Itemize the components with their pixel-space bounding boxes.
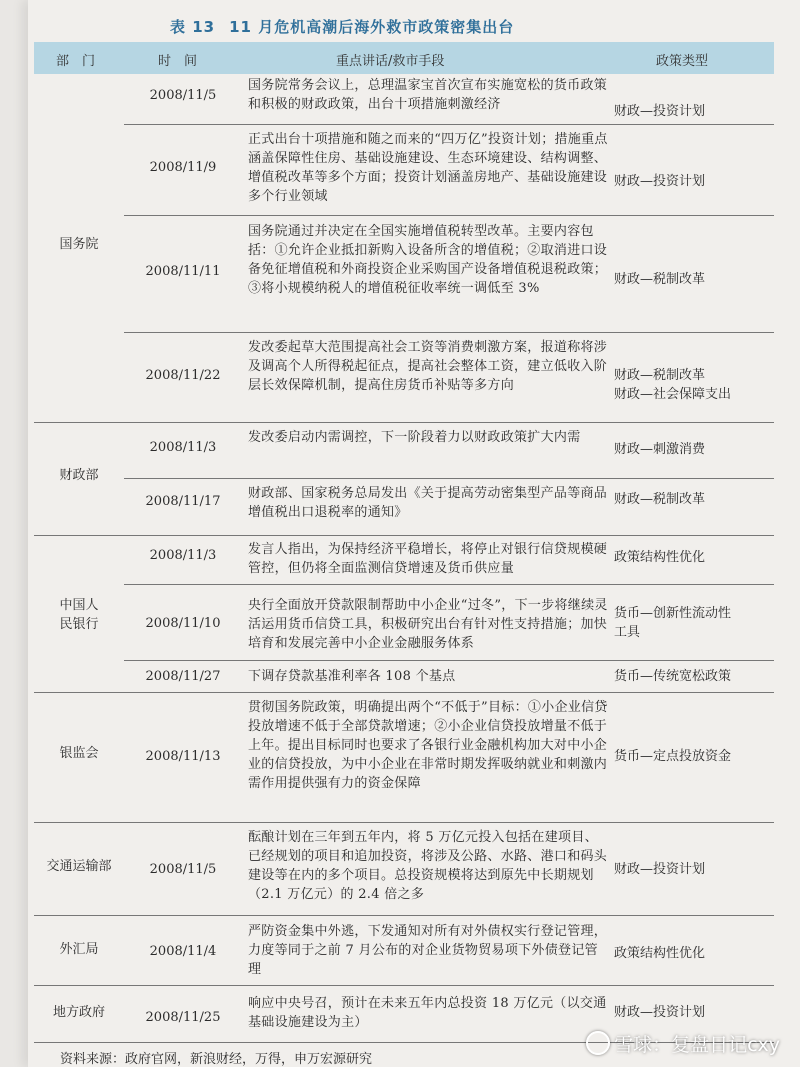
content-cell: 贯彻国务院政策，明确提出两个“不低于”目标：①小企业信贷投放增速不低于全部贷款增速；②小企业信贷投放增量不低于上年。提出目标同时也要求了各银行业金融机构加大对中小企业的信贷投放，为中小企业在非常时期发挥吸纳就业和刺激内需作用提供强有力的资金保障 (248, 700, 608, 791)
content-cell: 严防资金集中外逃，下发通知对所有对外债权实行登记管理，力度等同于之前 7 月公布的对企业货物贸易项下外债登记管理 (248, 924, 608, 977)
dept-cell: 银监会 (59, 746, 99, 761)
date-cell: 2008/11/13 (145, 749, 221, 764)
snowball-logo-icon (586, 1031, 610, 1055)
content-cell: 发言人指出，为保持经济平稳增长，将停止对银行信贷规模硬管控，但仍将全面监测信贷增速及货币供应量 (248, 542, 608, 576)
content-cell: 财政部、国家税务总局发出《关于提高劳动密集型产品等商品增值税出口退税率的通知》 (248, 486, 608, 520)
divider (124, 660, 774, 661)
type-cell: 财政—投资计划 (614, 1005, 706, 1020)
type-cell: 财政—投资计划 (614, 104, 706, 119)
type-cell: 货币—定点投放资金 (614, 749, 732, 764)
divider (124, 332, 774, 333)
dept-cell: 外汇局 (59, 942, 99, 957)
type-cell: 财政—投资计划 (614, 174, 706, 189)
dept-cell: 国务院 (59, 237, 99, 252)
content-cell: 国务院常务会议上，总理温家宝首次宣布实施宽松的货币政策和积极的财政政策，出台十项措施刺激经济 (248, 78, 608, 112)
header-time: 时 间 (158, 54, 198, 69)
date-cell: 2008/11/5 (149, 862, 217, 877)
content-cell: 酝酿计划在三年到五年内，将 5 万亿元投入包括在建项目、已经规划的项目和追加投资，将涉及公路、水路、港口和码头建设等在内的多个项目。总投资规模将达到原先中长期规划（2.1 万亿元）的 2.4 倍之多 (248, 830, 608, 902)
type-cell: 财政—刺激消费 (614, 442, 706, 457)
date-cell: 2008/11/10 (145, 616, 221, 631)
watermark-text: 雪球：复盘日记cxy (614, 1034, 780, 1056)
dept-cell: 交通运输部 (46, 859, 112, 874)
content-cell: 央行全面放开贷款限制帮助中小企业“过冬”，下一步将继续灵活运用货币信贷工具，积极研究出台有针对性支持措施；加快培育和发展完善中小企业金融服务体系 (248, 598, 608, 651)
date-cell: 2008/11/3 (149, 440, 217, 455)
date-cell: 2008/11/27 (145, 669, 221, 684)
divider (34, 535, 774, 536)
divider (124, 584, 774, 585)
type-cell: 财政—投资计划 (614, 862, 706, 877)
table-number: 表 13 (170, 18, 216, 36)
content-cell: 发改委启动内需调控，下一阶段着力以财政政策扩大内需 (248, 430, 581, 445)
type-cell: 政策结构性优化 (614, 946, 706, 961)
divider (34, 985, 774, 986)
type-cell: 货币—传统宽松政策 (614, 669, 732, 684)
dept-cell: 财政部 (59, 468, 99, 483)
divider (34, 822, 774, 823)
date-cell: 2008/11/25 (145, 1010, 221, 1025)
source-note: 资料来源：政府官网，新浪财经，万得，申万宏源研究 (60, 1052, 373, 1067)
date-cell: 2008/11/3 (149, 548, 217, 563)
watermark (586, 1030, 780, 1057)
header-content: 重点讲话/救市手段 (336, 54, 445, 69)
date-cell: 2008/11/9 (149, 160, 217, 175)
type-cell: 财政—税制改革 (614, 272, 706, 287)
divider (124, 215, 774, 216)
table-header (34, 42, 774, 74)
date-cell: 2008/11/22 (145, 368, 221, 383)
dept-cell: 中国人 民银行 (59, 598, 99, 632)
divider (124, 124, 774, 125)
divider (34, 692, 774, 693)
header-type: 政策类型 (656, 54, 709, 69)
type-cell: 财政—税制改革 财政—社会保障支出 (614, 368, 732, 402)
date-cell: 2008/11/17 (145, 494, 221, 509)
type-cell: 财政—税制改革 (614, 492, 706, 507)
table-title (170, 16, 514, 37)
content-cell: 下调存贷款基准利率各 108 个基点 (248, 669, 456, 684)
content-cell: 正式出台十项措施和随之而来的“四万亿”投资计划；措施重点涵盖保障性住房、基础设施建设、生态环境建设、结构调整、增值税改革等多个方面；投资计划涵盖房地产、基础设施建设多个行业领域 (248, 132, 608, 204)
divider (34, 422, 774, 423)
divider (124, 478, 774, 479)
type-cell: 政策结构性优化 (614, 550, 706, 565)
date-cell: 2008/11/4 (149, 944, 217, 959)
dept-cell: 地方政府 (52, 1005, 105, 1020)
content-cell: 国务院通过并决定在全国实施增值税转型改革。主要内容包括：①允许企业抵扣新购入设备所含的增值税；②取消进口设备免征增值税和外商投资企业采购国产设备增值税退税政策；③将小规模纳税人的增值税征收率统一调低至 3% (248, 224, 608, 296)
date-cell: 2008/11/5 (149, 88, 217, 103)
date-cell: 2008/11/11 (145, 264, 221, 279)
table-title-text: 11 月危机高潮后海外救市政策密集出台 (229, 18, 515, 36)
divider (34, 915, 774, 916)
content-cell: 响应中央号召，预计在未来五年内总投资 18 万亿元（以交通基础设施建设为主） (248, 996, 607, 1030)
content-cell: 发改委起草大范围提高社会工资等消费刺激方案，报道称将涉及调高个人所得税起征点，提高社会整体工资，建立低收入阶层长效保障机制，提高住房货币补贴等多方向 (248, 340, 608, 393)
header-dept: 部 门 (56, 54, 96, 69)
type-cell: 货币—创新性流动性 工具 (614, 606, 732, 640)
